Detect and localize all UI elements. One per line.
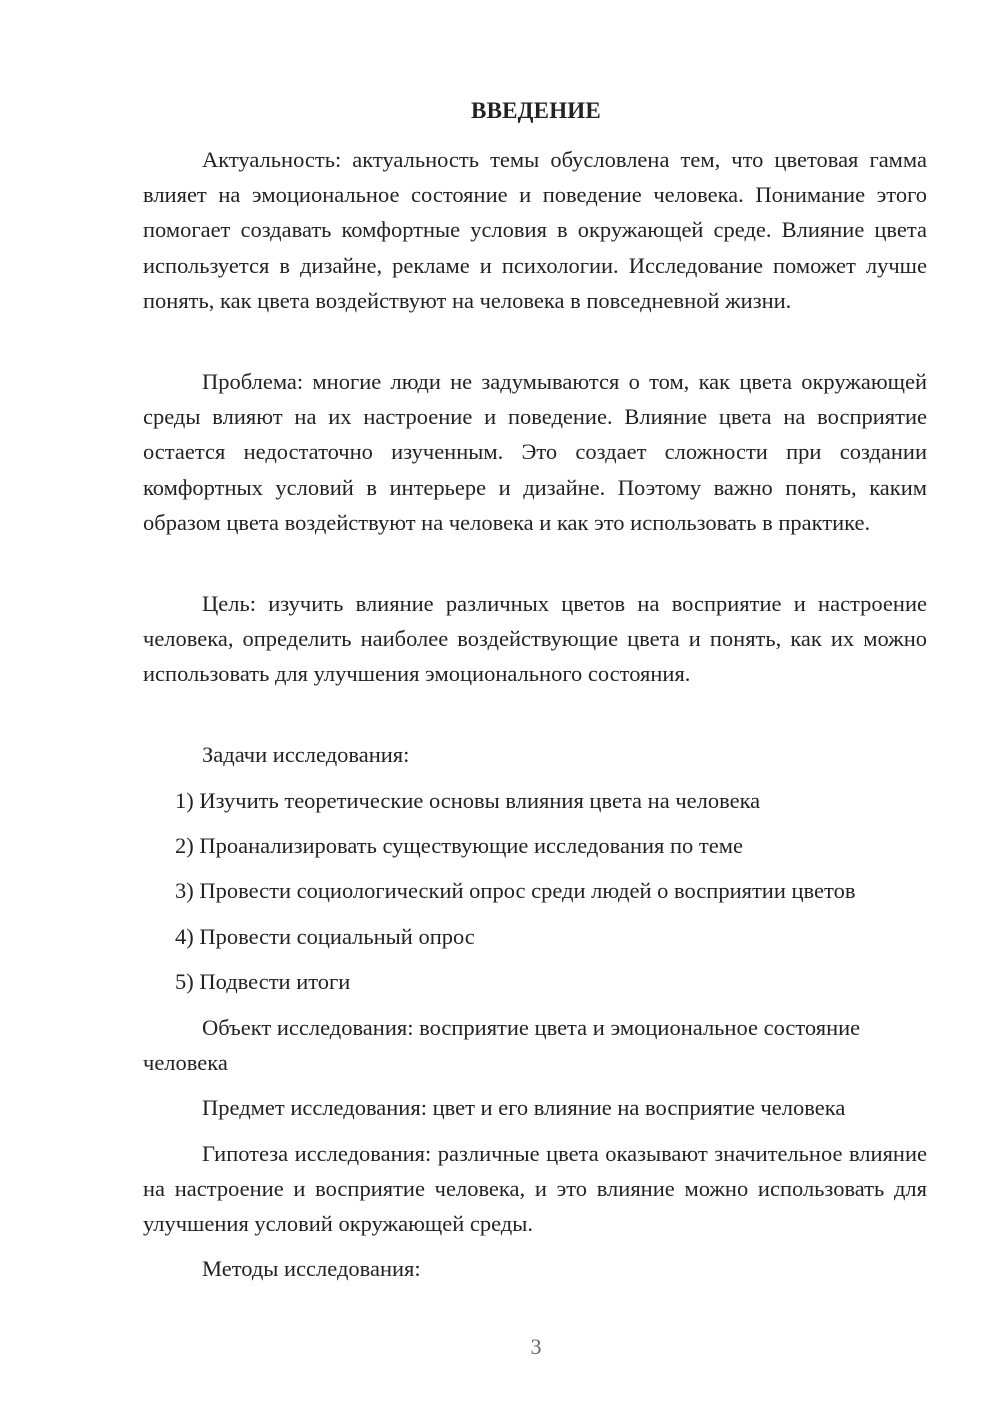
page-title: ВВЕДЕНИЕ [471,98,601,123]
task-item-2: 2) Проанализировать существующие исследования по теме [175,833,743,858]
page-number: 3 [530,1334,542,1359]
task-item-1: 1) Изучить теоретические основы влияния цвета на человека [175,788,761,813]
task-item-5: 5) Подвести итоги [175,969,351,994]
subject-paragraph: Предмет исследования: цвет и его влияние на восприятие человека [202,1095,846,1120]
task-item-3: 3) Провести социологический опрос среди людей о восприятии цветов [175,878,856,903]
goal-paragraph: Цель: изучить влияние различных цветов на восприятие и настроение человека, определить наиболее воздействующие цвета и понять, как их можно использовать для улучшения эмоционального состояния. [143,591,927,687]
relevance-paragraph: Актуальность: актуальность темы обусловлена тем, что цветовая гамма влияет на эмоциональное состояние и поведение человека. Понимание этого помогает создавать комфортные условия в окружающей среде. Влияние цвета используется в дизайне, рекламе и психологии. Исследование поможет лучше понять, как цвета воздействуют на человека в повседневной жизни. [143,147,927,313]
problem-paragraph: Проблема: многие люди не задумываются о том, как цвета окружающей среды влияют на их настроение и поведение. Влияние цвета на восприятие остается недостаточно изученным. Это создает сложности при создании комфортных условий в интерьере и дизайне. Поэтому важно понять, каким образом цвета воздействуют на человека и как это использовать в практике. [143,369,927,535]
object-paragraph: Объект исследования: восприятие цвета и эмоциональное состояние человека [143,1015,861,1076]
methods-heading: Методы исследования: [202,1256,421,1281]
task-item-4: 4) Провести социальный опрос [175,924,475,949]
tasks-heading: Задачи исследования: [202,742,410,767]
hypothesis-paragraph: Гипотеза исследования: различные цвета оказывают значительное влияние на настроение и восприятие человека, и это влияние можно использовать для улучшения условий окружающей среды. [143,1141,927,1237]
